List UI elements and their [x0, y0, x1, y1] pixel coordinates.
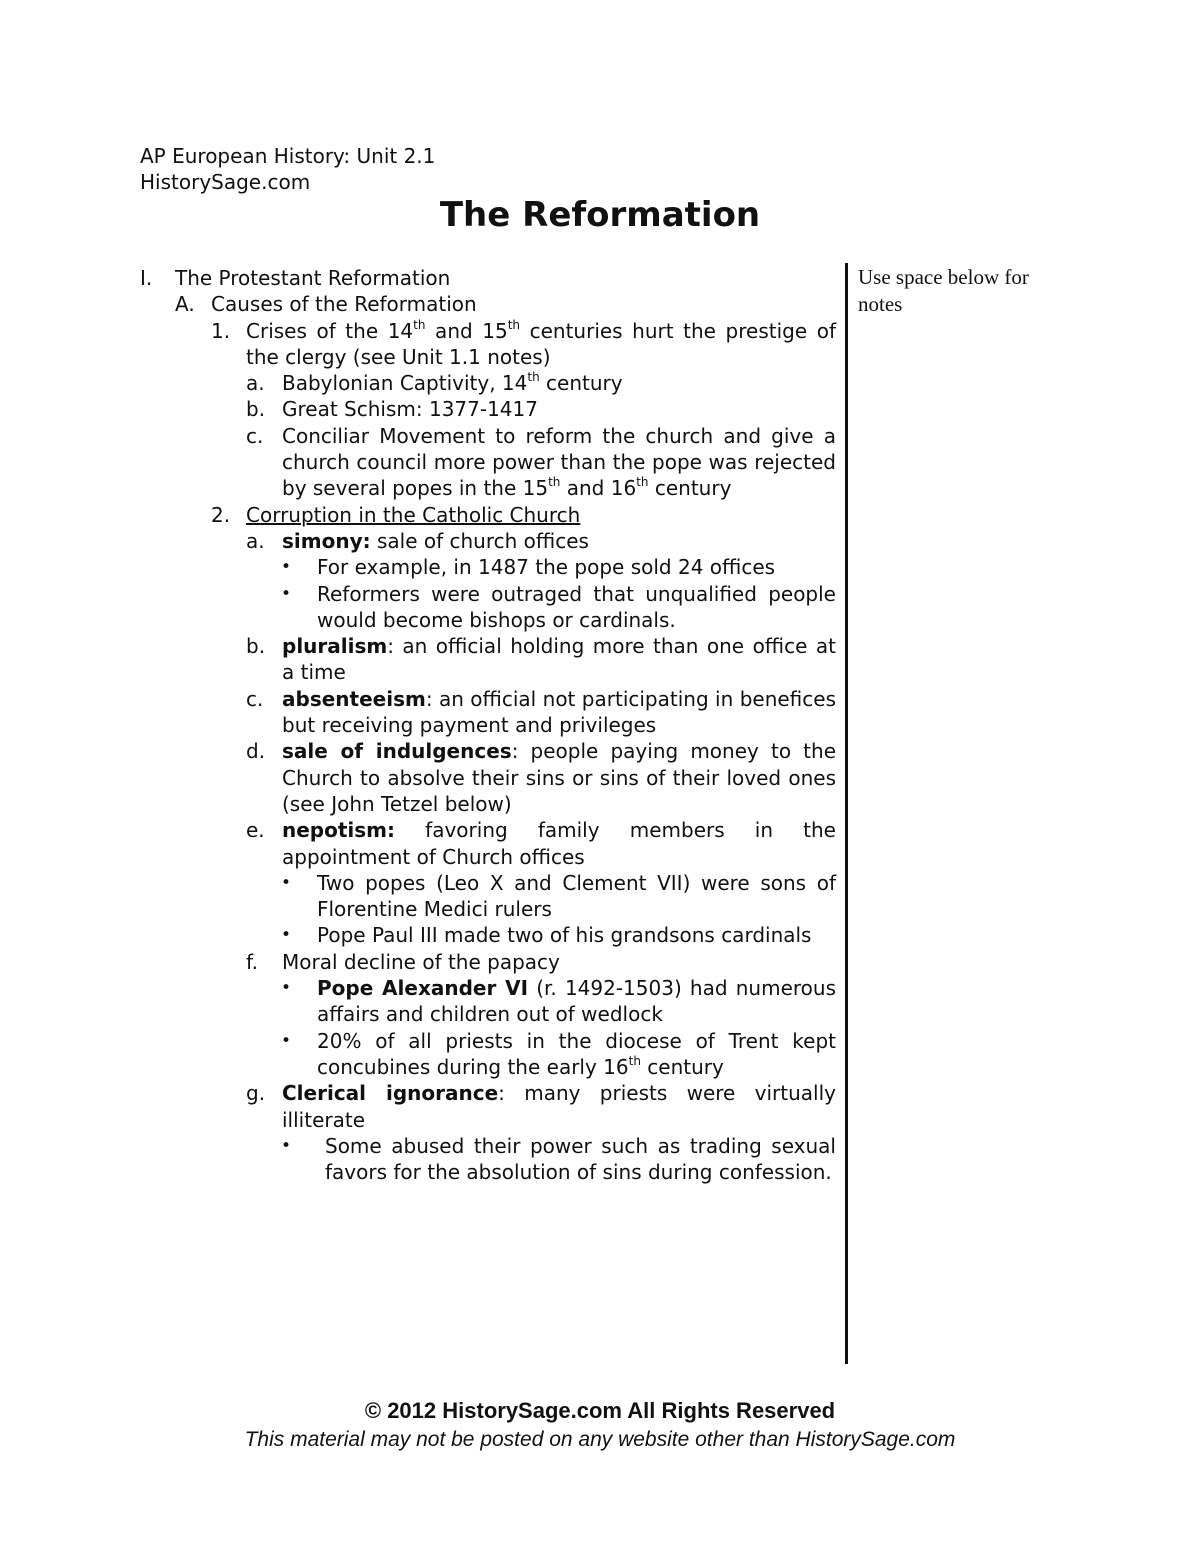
- outline-marker: c.: [246, 686, 264, 711]
- course-heading: AP European History: Unit 2.1: [140, 144, 436, 168]
- outline-marker: 1.: [211, 318, 231, 343]
- outline-item: [140, 975, 836, 1028]
- outline-text: and 16: [560, 476, 637, 501]
- outline-item: [140, 1028, 836, 1081]
- outline-marker: a.: [246, 371, 265, 396]
- copyright-notice: © 2012 HistorySage.com All Rights Reserved: [364, 1398, 836, 1423]
- outline-text: Two popes (Leo X and Clement VII) were sons of Florentine Medici rulers: [317, 870, 836, 922]
- outline-item: [140, 922, 836, 948]
- outline-item: [140, 870, 836, 923]
- outline-item: [140, 396, 836, 422]
- outline-text: Some abused their power such as trading sexual favors for the absolution of sins during confession.: [325, 1133, 836, 1185]
- outline-item: [140, 738, 836, 817]
- ordinal-suffix: th: [527, 370, 540, 385]
- key-term: Clerical ignorance: [282, 1081, 499, 1106]
- bullet-marker: •: [281, 925, 292, 946]
- outline-item: [140, 817, 836, 870]
- outline-text: The Protestant Reformation: [175, 266, 451, 290]
- key-term: sale of indulgences: [282, 739, 512, 764]
- outline-marker: c.: [246, 423, 264, 448]
- outline-marker: I.: [140, 266, 153, 290]
- outline-text: Crises of the 14: [246, 318, 414, 343]
- outline-item: [140, 370, 836, 396]
- bullet-marker: •: [281, 1030, 292, 1051]
- ordinal-suffix: th: [636, 475, 649, 490]
- outline-text: centuries hurt the prestige of the clergy (see Unit 1.1 notes): [246, 318, 837, 369]
- ordinal-suffix: th: [548, 475, 561, 490]
- outline-marker: d.: [246, 739, 266, 764]
- outline-marker: e.: [246, 818, 265, 843]
- ordinal-suffix: th: [628, 1053, 641, 1068]
- outline-text: Conciliar Movement to reform the church and give a church council more power than the pope was rejected by several popes in the 15: [282, 423, 836, 501]
- outline-marker: b.: [246, 397, 266, 422]
- bullet-marker: •: [281, 583, 292, 604]
- outline-item: [140, 949, 836, 975]
- outline-text: century: [539, 371, 623, 396]
- bullet-marker: •: [281, 978, 292, 999]
- outline-item: [140, 581, 836, 634]
- ordinal-suffix: th: [413, 317, 426, 332]
- key-term: simony:: [282, 528, 371, 553]
- outline-text: Moral decline of the papacy: [282, 949, 560, 974]
- outline-text: : an official holding more than one office at a time: [282, 634, 836, 685]
- key-term: pluralism: [282, 634, 388, 659]
- outline-text: : an official not participating in benefices but receiving payment and privileges: [282, 686, 836, 738]
- outline-text: : people paying money to the Church to absolve their sins or sins of their loved ones (see John Tetzel below): [282, 739, 837, 816]
- bullet-marker: •: [281, 1135, 292, 1156]
- outline-marker: g.: [246, 1081, 266, 1106]
- outline-item: [140, 318, 836, 371]
- outline-item: [140, 502, 836, 528]
- outline-item: [140, 528, 836, 554]
- outline-marker: f.: [246, 949, 258, 974]
- outline-marker: b.: [246, 634, 266, 659]
- bullet-marker: •: [281, 557, 292, 578]
- ordinal-suffix: th: [507, 317, 521, 332]
- outline-item: [140, 554, 836, 580]
- outline-text: Reformers were outraged that unqualified people would become bishops or cardinals.: [317, 581, 836, 632]
- outline-item: [140, 686, 836, 739]
- outline-text: favoring family members in the appointment of Church offices: [282, 818, 836, 869]
- outline-item: [140, 1080, 836, 1133]
- outline-item: [140, 633, 836, 686]
- outline-item: [140, 291, 836, 317]
- outline-text: Pope Paul III made two of his grandsons cardinals: [317, 923, 812, 948]
- key-term: absenteeism: [282, 686, 426, 711]
- outline-marker: 2.: [211, 502, 231, 527]
- outline-marker: A.: [175, 292, 195, 317]
- key-term: nepotism:: [282, 818, 396, 843]
- outline-text: sale of church offices: [370, 528, 589, 553]
- outline-marker: a.: [246, 528, 265, 553]
- site-name: HistorySage.com: [140, 170, 311, 194]
- outline-text: For example, in 1487 the pope sold 24 offices: [317, 555, 776, 580]
- outline: [140, 265, 836, 1185]
- outline-text: century: [648, 476, 732, 501]
- outline-item: [140, 1133, 836, 1186]
- outline-text: Causes of the Reformation: [211, 292, 477, 317]
- outline-text: Babylonian Captivity, 14: [282, 371, 528, 396]
- page-title: The Reformation: [439, 195, 761, 235]
- usage-disclaimer: This material may not be posted on any website other than HistorySage.com: [244, 1428, 956, 1451]
- key-term: Pope Alexander VI: [317, 976, 529, 1001]
- outline-text: Corruption in the Catholic Church: [246, 502, 581, 527]
- notes-column-divider: [845, 263, 848, 1364]
- outline-text: century: [640, 1054, 724, 1079]
- notes-hint: Use space below for notes: [858, 265, 1029, 316]
- outline-text: Great Schism: 1377-1417: [282, 397, 538, 422]
- outline-item: [140, 423, 836, 502]
- bullet-marker: •: [281, 872, 292, 893]
- outline-text: (r. 1492-1503) had numerous affairs and children out of wedlock: [317, 976, 836, 1027]
- outline-text: and 15: [425, 318, 508, 343]
- outline-text: 20% of all priests in the diocese of Trent kept concubines during the early 16: [317, 1028, 836, 1079]
- outline-text: : many priests were virtually illiterate: [282, 1081, 837, 1132]
- outline-item: [140, 265, 836, 291]
